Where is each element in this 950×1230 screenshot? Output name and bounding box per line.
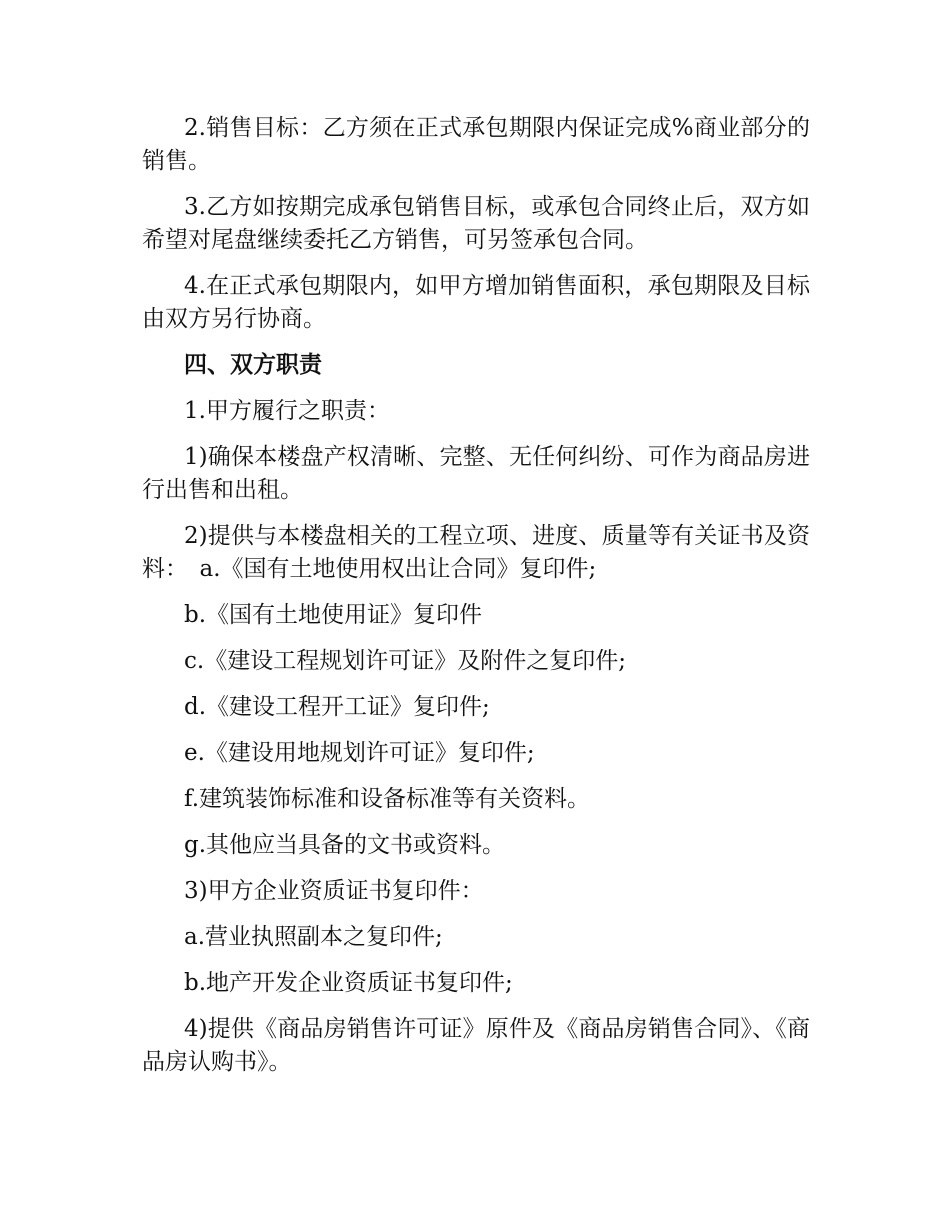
list-item-construction-start-permit: d.《建设工程开工证》复印件; [184,694,490,720]
list-item-sales-permit: 4)提供《商品房销售许可证》原件及《商品房销售合同》、《商品房认购书》。 [142,1016,810,1075]
list-item-developer-qualification: b.地产开发企业资质证书复印件; [184,970,513,996]
list-item-business-license: a.营业执照副本之复印件; [184,924,443,950]
list-item-qualification-certificates: 3)甲方企业资质证书复印件： [184,878,484,904]
list-item-land-planning-permit: e.《建设用地规划许可证》复印件; [184,740,535,766]
list-item-property-rights: 1)确保本楼盘产权清晰、完整、无任何纠纷、可作为商品房进行出售和出租。 [142,444,810,503]
section-heading-responsibilities: 四、双方职责 [184,352,322,378]
list-item-certificates: 2)提供与本楼盘相关的工程立项、进度、质量等有关证书及资料： a.《国有土地使用权出让合同》复印件; [142,523,810,582]
list-item-construction-planning-permit: c.《建设工程规划许可证》及附件之复印件; [184,648,626,674]
list-item-land-use-certificate: b.《国有土地使用证》复印件 [184,602,483,628]
document-body [142,112,810,1092]
paragraph-sales-target: 2.销售目标：乙方须在正式承包期限内保证完成%商业部分的销售。 [142,115,810,174]
paragraph-area-increase: 4.在正式承包期限内，如甲方增加销售面积，承包期限及目标由双方另行协商。 [142,273,810,332]
paragraph-party-a-duties: 1.甲方履行之职责： [184,398,390,424]
paragraph-renewal: 3.乙方如按期完成承包销售目标，或承包合同终止后，双方如希望对尾盘继续委托乙方销售，可另签承包合同。 [142,194,810,253]
list-item-decoration-standards: f.建筑装饰标准和设备标准等有关资料。 [184,786,591,812]
list-item-other-documents: g.其他应当具备的文书或资料。 [184,832,506,858]
